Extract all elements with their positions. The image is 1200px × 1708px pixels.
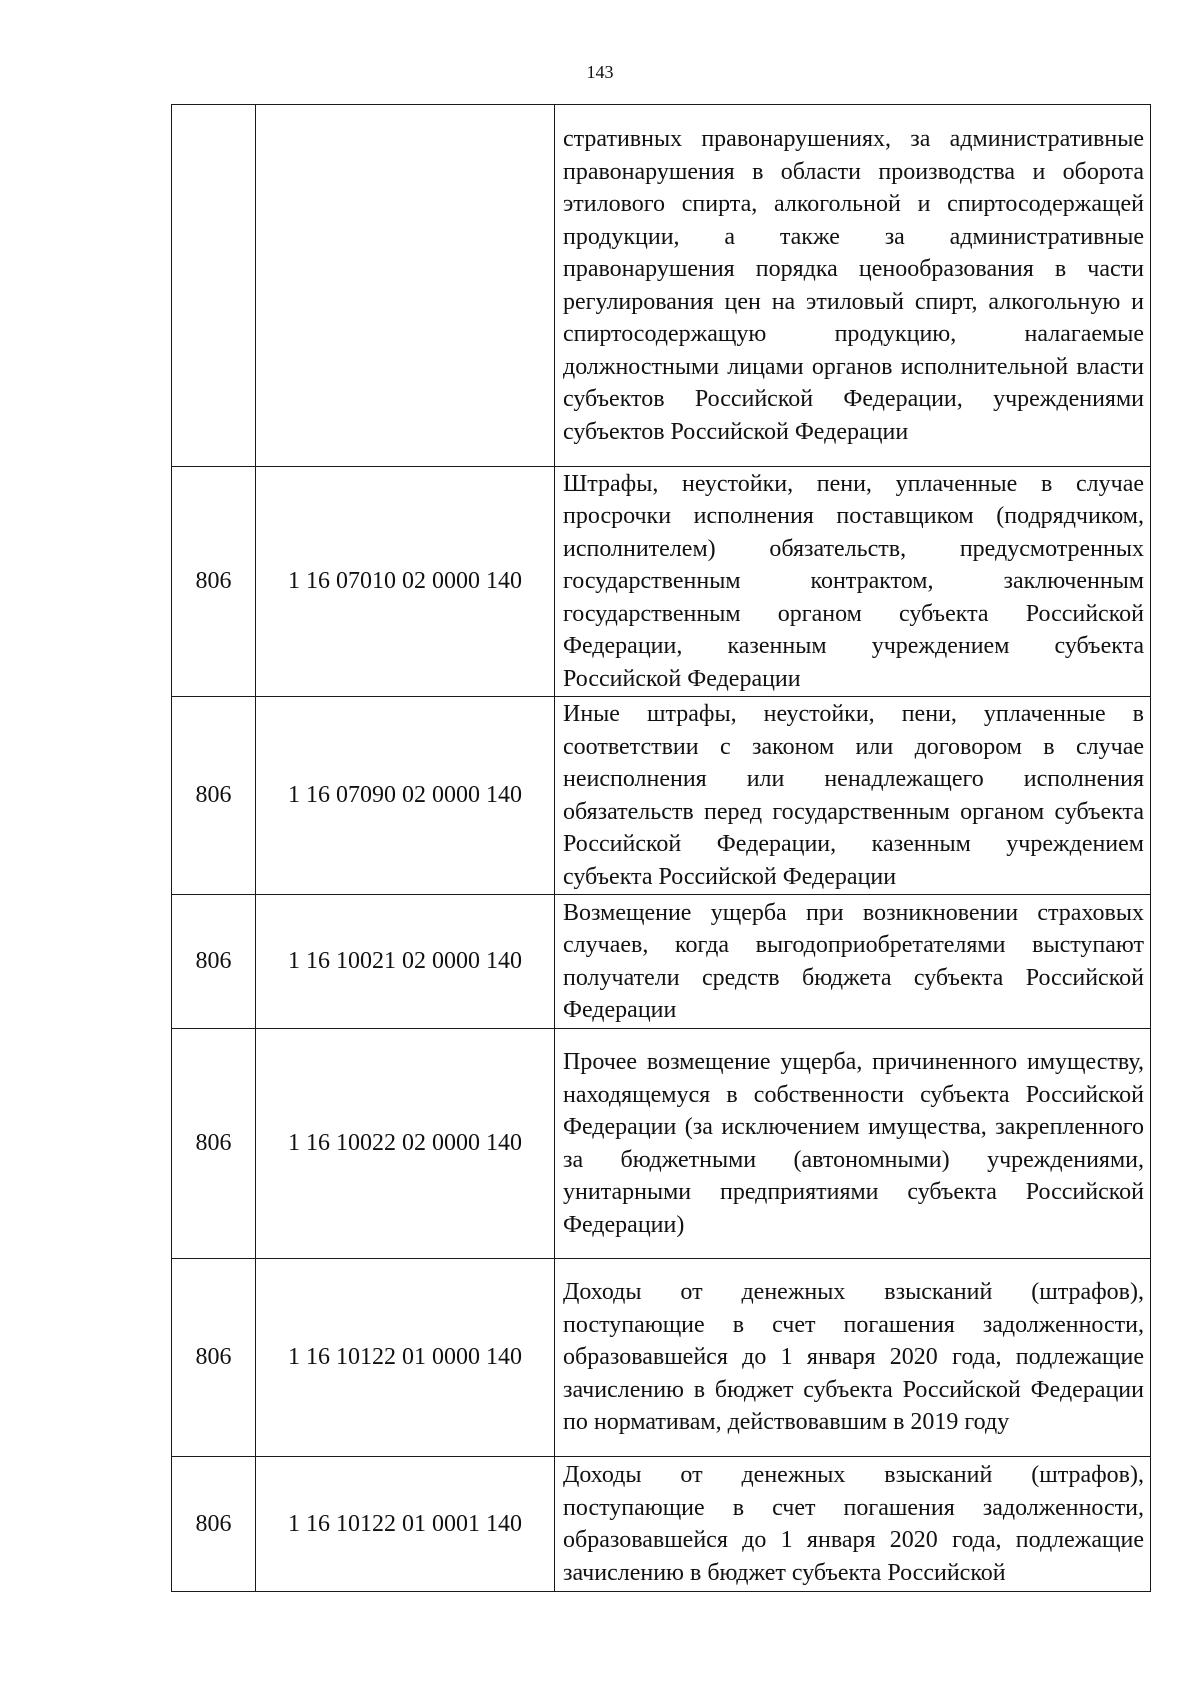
description-text: Иные штрафы, неустойки, пени, уплаченные в соответствии с законом или договором в случае неисполнения или ненадлежащего исполнения обязательств перед государственным органом субъекта Российской Федерации, казенным учреждением субъекта Российской Федерации bbox=[563, 701, 1144, 890]
admin-code-cell: 806 bbox=[172, 895, 256, 1029]
description-cell bbox=[555, 1457, 1151, 1592]
description-cell bbox=[555, 697, 1151, 895]
table-row bbox=[172, 467, 1151, 697]
description-cell bbox=[555, 1259, 1151, 1457]
budget-code-cell: 1 16 10021 02 0000 140 bbox=[256, 895, 555, 1029]
budget-code-cell: 1 16 10122 01 0000 140 bbox=[256, 1259, 555, 1457]
table-row bbox=[172, 105, 1151, 467]
admin-code-cell: 806 bbox=[172, 1259, 256, 1457]
description-text: Доходы от денежных взысканий (штрафов), поступающие в счет погашения задолженности, образовавшейся до 1 января 2020 года, подлежащие зачислению в бюджет субъекта Российской bbox=[563, 1462, 1144, 1586]
table-row bbox=[172, 895, 1151, 1029]
table-row bbox=[172, 1457, 1151, 1592]
description-cell bbox=[555, 895, 1151, 1029]
description-cell bbox=[555, 467, 1151, 697]
description-cell bbox=[555, 1029, 1151, 1259]
description-text: стративных правонарушениях, за административные правонарушения в области производства и оборота этилового спирта, алкогольной и спиртосодержащей продукции, а также за административные правонарушения порядка ценообразования в части регулирования цен на этиловый спирт, алкогольную и спиртосодержащую продукцию, налагаемые должностными лицами органов исполнительной власти субъектов Российской Федерации, учреждениями субъектов Российской Федерации bbox=[563, 126, 1144, 445]
table-row bbox=[172, 1029, 1151, 1259]
budget-code-cell: 1 16 07010 02 0000 140 bbox=[256, 467, 555, 697]
admin-code-cell bbox=[172, 105, 256, 467]
budget-code-cell: 1 16 10022 02 0000 140 bbox=[256, 1029, 555, 1259]
description-cell bbox=[555, 105, 1151, 467]
page-number: 143 bbox=[586, 62, 614, 82]
budget-code-cell: 1 16 07090 02 0000 140 bbox=[256, 697, 555, 895]
description-text: Доходы от денежных взысканий (штрафов), поступающие в счет погашения задолженности, образовавшейся до 1 января 2020 года, подлежащие зачислению в бюджет субъекта Российской Федерации по нормативам, действовавшим в 2019 году bbox=[563, 1279, 1144, 1436]
admin-code-cell: 806 bbox=[172, 1457, 256, 1592]
budget-code-cell bbox=[256, 105, 555, 467]
budget-code-cell: 1 16 10122 01 0001 140 bbox=[256, 1457, 555, 1592]
admin-code-cell: 806 bbox=[172, 697, 256, 895]
admin-code-cell: 806 bbox=[172, 467, 256, 697]
description-text: Штрафы, неустойки, пени, уплаченные в случае просрочки исполнения поставщиком (подрядчиком, исполнителем) обязательств, предусмотренных государственным контрактом, заключенным государственным органом субъекта Российской Федерации, казенным учреждением субъекта Российской Федерации bbox=[563, 470, 1144, 692]
description-text: Возмещение ущерба при возникновении страховых случаев, когда выгодоприобретателями выступают получатели средств бюджета субъекта Российской Федерации bbox=[563, 899, 1144, 1023]
budget-income-table bbox=[171, 104, 1151, 1592]
admin-code-cell: 806 bbox=[172, 1029, 256, 1259]
table-row bbox=[172, 697, 1151, 895]
description-text: Прочее возмещение ущерба, причиненного имуществу, находящемуся в собственности субъекта Российской Федерации (за исключением имущества, закрепленного за бюджетными (автономными) учреждениями, унитарными предприятиями субъекта Российской Федерации) bbox=[563, 1049, 1144, 1238]
table-row bbox=[172, 1259, 1151, 1457]
